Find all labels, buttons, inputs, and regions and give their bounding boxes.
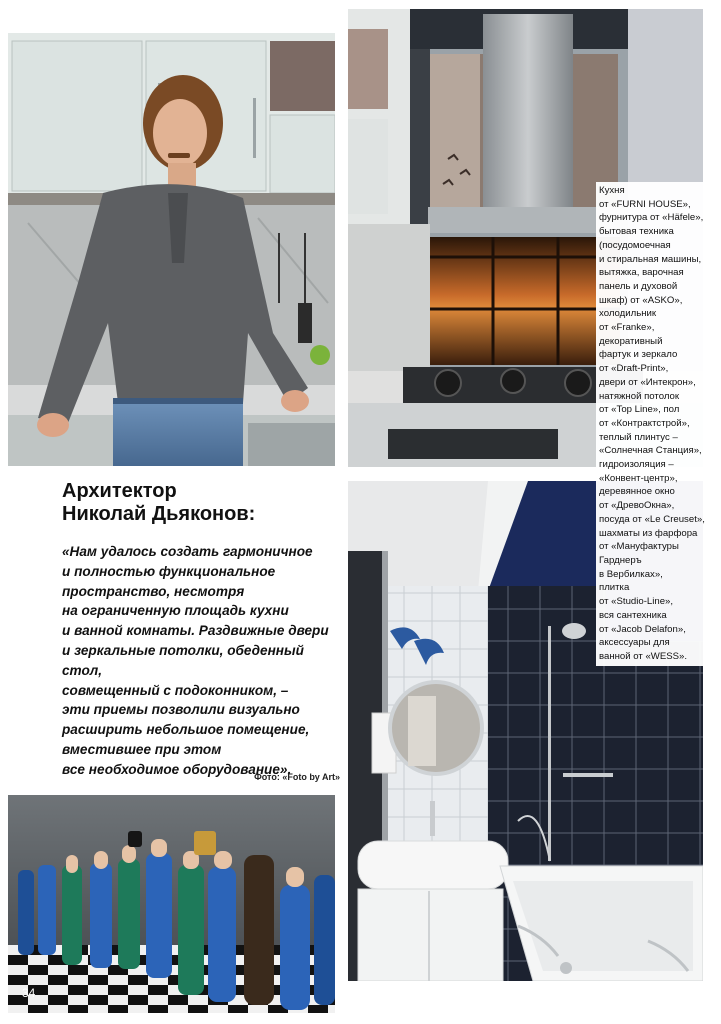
- caption-line: натяжной потолок: [599, 390, 680, 402]
- architect-kitchen-photo: [8, 33, 335, 466]
- quote-line: все необходимое оборудование».: [62, 761, 292, 777]
- caption-line: (посудомоечная: [599, 239, 671, 251]
- quote-line: вместившее при этом: [62, 741, 222, 757]
- caption-line: плитка: [599, 582, 630, 594]
- caption-line: от «Мануфактуры: [599, 541, 679, 553]
- caption-line: деревянное окно: [599, 486, 675, 498]
- quote-line: расширить небольшое помещение,: [62, 722, 310, 738]
- quote-line: и полностью функциональное: [62, 563, 276, 579]
- caption-line: от «Контрактстрой»,: [599, 417, 690, 429]
- caption-line: от «Draft-Print»,: [599, 363, 669, 375]
- quote-line: совмещенный с подоконником, –: [62, 682, 289, 698]
- caption-line: в Вербилках»,: [599, 568, 663, 580]
- quote-line: эти приемы позволили визуально: [62, 702, 300, 718]
- quote-line: пространство, несмотря: [62, 583, 245, 599]
- credits-caption: [596, 182, 704, 666]
- heading-name-line: Николай Дьяконов:: [62, 503, 256, 525]
- heading-title-line: Архитектор: [62, 480, 177, 502]
- page-number: 34: [22, 986, 36, 1000]
- caption-line: Кухня: [599, 185, 625, 196]
- caption-line: фурнитура от «Häfele»,: [599, 212, 704, 224]
- caption-line: декоративный: [599, 335, 663, 347]
- quote-line: и ванной комнаты. Раздвижные двери: [62, 623, 329, 639]
- caption-line: фартук и зеркало: [599, 349, 678, 361]
- caption-line: посуда от «Le Creuset»,: [599, 513, 705, 525]
- caption-line: «Солнечная Станция»,: [599, 445, 702, 457]
- caption-line: Гарднеръ: [599, 554, 642, 566]
- caption-line: бытовая техника: [599, 226, 674, 238]
- quote-line: на ограниченную площадь кухни: [62, 603, 289, 619]
- caption-line: теплый плинтус –: [599, 431, 678, 443]
- caption-line: «Конвент-центр»,: [599, 472, 678, 484]
- caption-line: ванной от «WESS».: [599, 650, 688, 662]
- article-heading: [62, 480, 342, 526]
- porcelain-chess-photo: [8, 795, 335, 1013]
- caption-line: двери от «Интекрон»,: [599, 376, 696, 388]
- caption-line: от «Top Line», пол: [599, 404, 680, 416]
- caption-line: шкаф) от «ASKO»,: [599, 294, 683, 306]
- quote-line: и зеркальные потолки, обеденный стол,: [62, 642, 304, 678]
- caption-line: гидроизоляция –: [599, 459, 674, 471]
- caption-line: от «FURNI HOUSE»,: [599, 198, 691, 210]
- caption-line: от «ДревоОкна»,: [599, 500, 675, 512]
- caption-line: шахматы из фарфора: [599, 527, 698, 539]
- caption-line: от «Franke»,: [599, 322, 655, 334]
- caption-line: панель и духовой: [599, 280, 678, 292]
- photo-credit: Фото: «Foto by Art»: [254, 772, 340, 782]
- caption-line: и стиральная машины,: [599, 253, 702, 265]
- architect-quote: [62, 542, 337, 780]
- caption-line: от «Jacob Delafon»,: [599, 623, 686, 635]
- quote-line: «Нам удалось создать гармоничное: [62, 544, 313, 559]
- caption-line: вся сантехника: [599, 609, 667, 621]
- caption-line: от «Studio-Line»,: [599, 596, 674, 608]
- caption-line: вытяжка, варочная: [599, 267, 684, 279]
- caption-line: аксессуары для: [599, 637, 670, 649]
- caption-line: холодильник: [599, 308, 657, 320]
